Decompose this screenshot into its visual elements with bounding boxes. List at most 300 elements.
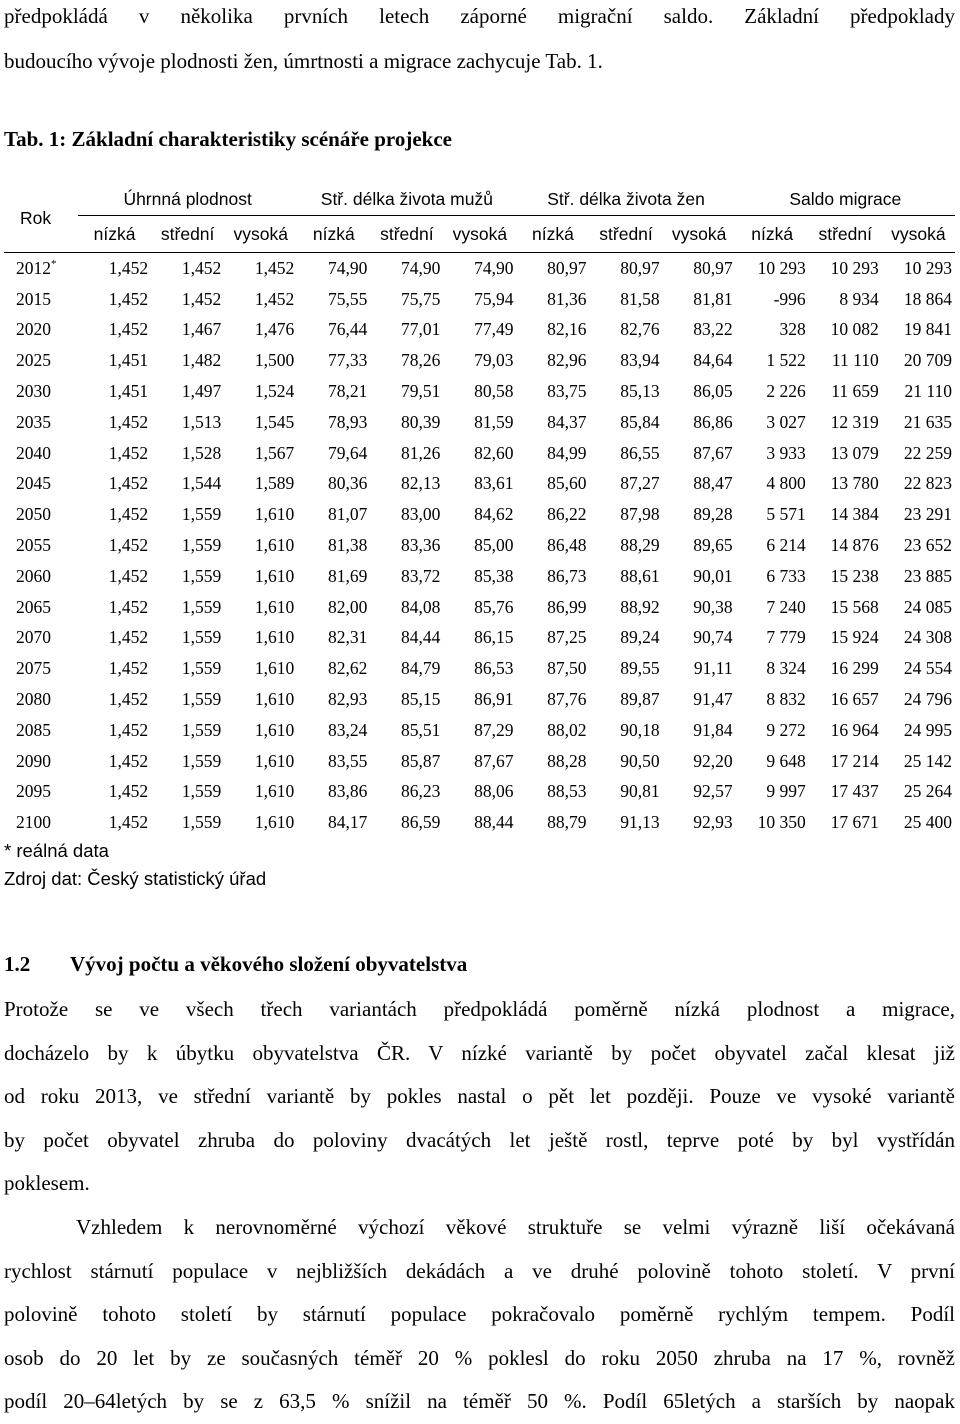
table-cell: 20 709 <box>903 350 952 371</box>
table-cell: 84,99 <box>547 442 587 463</box>
table-cell: 11 110 <box>831 350 879 371</box>
body-paragraph-2 <box>4 1206 955 1424</box>
table-cell: 89,28 <box>693 504 733 525</box>
table-cell: 86,86 <box>693 411 733 432</box>
table-cell: 79,51 <box>401 381 441 402</box>
table-cell: 1,610 <box>254 535 295 556</box>
table-cell: 85,51 <box>401 719 441 740</box>
variant-header: střední <box>370 216 443 253</box>
year-cell <box>4 469 78 500</box>
table-cell: 86,91 <box>474 689 514 710</box>
table-cell: 3 933 <box>766 442 806 463</box>
table-cell: 83,86 <box>327 781 368 802</box>
table-cell: 1,452 <box>108 319 149 340</box>
table-cell: 1,528 <box>181 442 222 463</box>
table-cell: 1,524 <box>254 381 295 402</box>
table-cell: 83,00 <box>401 504 441 525</box>
table-cell: 1,513 <box>181 411 222 432</box>
year-value: 2045 <box>16 473 51 494</box>
table-cell: 80,36 <box>327 473 368 494</box>
variant-header: střední <box>809 216 882 253</box>
table-cell: 17 437 <box>830 781 879 802</box>
table-cell: 25 264 <box>903 781 952 802</box>
table-cell: 75,94 <box>474 288 514 309</box>
year-value: 2012 <box>16 257 51 278</box>
table-cell: 1,452 <box>108 442 149 463</box>
year-cell <box>4 653 78 684</box>
table-cell: 86,48 <box>547 535 587 556</box>
table-cell: 1,610 <box>254 627 295 648</box>
table-cell: 82,96 <box>547 350 587 371</box>
table-cell: 86,23 <box>401 781 441 802</box>
table-row <box>4 345 955 376</box>
table-cell: 88,44 <box>474 812 514 833</box>
table-cell: 79,64 <box>327 442 368 463</box>
table-cell: 10 293 <box>903 257 952 278</box>
table-cell: 89,55 <box>620 658 660 679</box>
variant-header: vysoká <box>663 216 736 253</box>
body-line: podíl 20–64letých by se z 63,5 % snížil na téměř 50 %. Podíl 65letých a starších by naopak <box>4 1389 955 1413</box>
table-cell: 7 779 <box>766 627 806 648</box>
body-line: od roku 2013, ve střední variantě by pokles nastal o pět let později. Pouze ve vysoké variantě <box>4 1084 955 1108</box>
table-cell: 1,610 <box>254 596 295 617</box>
table-cell: 14 876 <box>830 535 879 556</box>
table-cell: 92,20 <box>693 750 733 771</box>
table-cell: 79,03 <box>474 350 514 371</box>
year-cell <box>4 623 78 654</box>
table-cell: 87,27 <box>620 473 660 494</box>
group-header-life-expectancy-women: Stř. délka života žen <box>516 184 735 216</box>
table-cell: 23 885 <box>903 565 952 586</box>
body-line: polovině tohoto století by stárnutí populace pokračovalo poměrně rychlým tempem. Podíl <box>4 1302 955 1326</box>
table-cell: 92,57 <box>693 781 733 802</box>
variant-header: střední <box>151 216 224 253</box>
table-cell: 80,97 <box>547 257 587 278</box>
table-cell: 15 924 <box>830 627 879 648</box>
year-value: 2065 <box>16 596 51 617</box>
table-cell: 77,33 <box>327 350 368 371</box>
table-cell: 83,22 <box>693 319 733 340</box>
variant-header: vysoká <box>224 216 297 253</box>
variant-header: nízká <box>297 216 370 253</box>
year-cell <box>4 561 78 592</box>
table-cell: 17 671 <box>830 812 879 833</box>
table-cell: 86,99 <box>547 596 587 617</box>
table-cell: 1,559 <box>181 535 222 556</box>
table-cell: 85,13 <box>620 381 660 402</box>
table-cell: 81,81 <box>693 288 733 309</box>
table-cell: 90,38 <box>693 596 733 617</box>
table-cell: 86,55 <box>620 442 660 463</box>
table-cell: 91,13 <box>620 812 660 833</box>
real-data-mark: * <box>51 258 57 271</box>
table-row <box>4 284 955 315</box>
table-cell: 17 214 <box>830 750 879 771</box>
table-cell: 25 400 <box>903 812 952 833</box>
table-cell: 1,545 <box>254 411 295 432</box>
table-row <box>4 253 955 284</box>
year-cell <box>4 345 78 376</box>
table-cell: 22 259 <box>903 442 952 463</box>
table-cell: 9 997 <box>766 781 806 802</box>
table-cell: 1,451 <box>108 350 149 371</box>
table-row <box>4 530 955 561</box>
table-cell: 86,59 <box>401 812 441 833</box>
table-cell: 88,06 <box>474 781 514 802</box>
table-cell: 92,93 <box>693 812 733 833</box>
table-cell: 1,589 <box>254 473 295 494</box>
table-cell: 1,559 <box>181 627 222 648</box>
table-cell: 81,07 <box>327 504 368 525</box>
table-cell: 80,97 <box>693 257 733 278</box>
table-cell: 82,31 <box>327 627 368 648</box>
table-cell: 91,11 <box>693 658 733 679</box>
table-cell: 1,452 <box>108 812 149 833</box>
table-cell: 10 293 <box>830 257 879 278</box>
table-row <box>4 623 955 654</box>
table-cell: 74,90 <box>474 257 514 278</box>
year-cell <box>4 284 78 315</box>
table-cell: 24 995 <box>903 719 952 740</box>
table-cell: 13 780 <box>830 473 879 494</box>
year-value: 2040 <box>16 442 51 463</box>
table-cell: 10 293 <box>757 257 806 278</box>
group-header-migration: Saldo migrace <box>736 184 955 216</box>
table-cell: 24 308 <box>903 627 952 648</box>
table-row <box>4 684 955 715</box>
table-cell: 81,38 <box>327 535 368 556</box>
table-cell: 84,37 <box>547 411 587 432</box>
table-cell: 75,75 <box>401 288 441 309</box>
table-cell: 83,36 <box>401 535 441 556</box>
table-row <box>4 469 955 500</box>
body-paragraph-1 <box>4 988 955 1206</box>
table-cell: 86,15 <box>474 627 514 648</box>
table-cell: 75,55 <box>327 288 368 309</box>
table-cell: 1,452 <box>108 658 149 679</box>
table-cell: 1,452 <box>108 288 149 309</box>
section-heading <box>4 952 467 977</box>
table-row <box>4 592 955 623</box>
table-cell: 1,476 <box>254 319 295 340</box>
table-cell: 84,79 <box>401 658 441 679</box>
table-cell: 91,84 <box>693 719 733 740</box>
variant-header: střední <box>590 216 663 253</box>
year-cell <box>4 684 78 715</box>
table-cell: 9 272 <box>766 719 806 740</box>
table-cell: 87,67 <box>474 750 514 771</box>
table-row <box>4 407 955 438</box>
table-cell: 83,72 <box>401 565 441 586</box>
table-cell: 1,452 <box>108 504 149 525</box>
year-value: 2020 <box>16 319 51 340</box>
year-cell <box>4 530 78 561</box>
table-body <box>4 253 955 839</box>
table-cell: 8 324 <box>766 658 806 679</box>
table-cell: 82,13 <box>401 473 441 494</box>
year-cell <box>4 499 78 530</box>
year-value: 2030 <box>16 381 51 402</box>
year-value: 2035 <box>16 411 51 432</box>
table-cell: 1,452 <box>108 689 149 710</box>
table-cell: 77,01 <box>401 319 441 340</box>
table-cell: 1,610 <box>254 658 295 679</box>
table-cell: 1,452 <box>108 719 149 740</box>
table-cell: 1,452 <box>254 288 295 309</box>
table-cell: 1,610 <box>254 750 295 771</box>
table-cell: 7 240 <box>766 596 806 617</box>
intro-paragraph <box>4 0 955 84</box>
table-cell: 24 796 <box>903 689 952 710</box>
year-value: 2085 <box>16 719 51 740</box>
table-cell: 21 635 <box>903 411 952 432</box>
table-cell: 18 864 <box>903 288 952 309</box>
table-row <box>4 499 955 530</box>
body-line: osob do 20 let by ze současných téměř 20 % poklesl do roku 2050 zhruba na 17 %, rovněž <box>4 1345 955 1370</box>
intro-line: předpokládá v několika prvních letech záporné migrační saldo. Základní předpoklady <box>4 4 955 28</box>
table-cell: 10 082 <box>830 319 879 340</box>
table-row <box>4 746 955 777</box>
table-cell: 22 823 <box>903 473 952 494</box>
table-cell: 84,62 <box>474 504 514 525</box>
table-cell: 1,452 <box>254 257 295 278</box>
table-cell: 81,58 <box>620 288 660 309</box>
table-cell: 24 085 <box>903 596 952 617</box>
table-cell: 6 733 <box>766 565 806 586</box>
table-cell: 82,62 <box>327 658 368 679</box>
year-value: 2075 <box>16 658 51 679</box>
body-line: Vzhledem k nerovnoměrné výchozí věkové struktuře se velmi výrazně liší očekávaná <box>76 1215 955 1239</box>
table-cell: 87,67 <box>693 442 733 463</box>
body-line: poklesem. <box>4 1171 90 1195</box>
table-cell: 1,544 <box>181 473 222 494</box>
table-cell: 1,452 <box>108 473 149 494</box>
table-cell: 89,87 <box>620 689 660 710</box>
table-cell: 85,84 <box>620 411 660 432</box>
body-line: rychlost stárnutí populace v nejbližších dekádách a ve druhé polovině tohoto století. V první <box>4 1258 955 1283</box>
table-cell: 1,610 <box>254 689 295 710</box>
table-cell: 1,452 <box>108 627 149 648</box>
table-cell: 24 554 <box>903 658 952 679</box>
table-cell: 85,00 <box>474 535 514 556</box>
table-cell: 87,50 <box>547 658 587 679</box>
year-cell <box>4 407 78 438</box>
table-cell: 82,16 <box>547 319 587 340</box>
table-cell: 90,74 <box>693 627 733 648</box>
table-cell: 88,02 <box>547 719 587 740</box>
body-line: Protože se ve všech třech variantách předpokládá poměrně nízká plodnost a migrace, <box>4 997 955 1021</box>
table-cell: 1,610 <box>254 812 295 833</box>
table-cell: 86,53 <box>474 658 514 679</box>
table-cell: 25 142 <box>903 750 952 771</box>
table-cell: 87,25 <box>547 627 587 648</box>
table-cell: 88,61 <box>620 565 660 586</box>
table-cell: 1,559 <box>181 658 222 679</box>
variant-header: vysoká <box>443 216 516 253</box>
table-cell: 90,50 <box>620 750 660 771</box>
table-cell: 90,18 <box>620 719 660 740</box>
table-cell: 82,00 <box>327 596 368 617</box>
table-cell: 80,39 <box>401 411 441 432</box>
table-cell: 86,22 <box>547 504 587 525</box>
table-cell: 91,47 <box>693 689 733 710</box>
table-cell: 1,567 <box>254 442 295 463</box>
intro-line: budoucího vývoje plodnosti žen, úmrtnosti a migrace zachycuje Tab. 1. <box>4 49 603 73</box>
year-value: 2015 <box>16 288 51 309</box>
table-cell: 83,24 <box>327 719 368 740</box>
table-cell: 77,49 <box>474 319 514 340</box>
table-cell: 2 226 <box>766 381 806 402</box>
year-cell <box>4 715 78 746</box>
table-cell: 1,559 <box>181 596 222 617</box>
table-cell: 88,47 <box>693 473 733 494</box>
table-cell: 9 648 <box>766 750 806 771</box>
projection-table <box>4 184 955 838</box>
table-cell: 1,559 <box>181 750 222 771</box>
year-cell <box>4 592 78 623</box>
table-cell: 4 800 <box>766 473 806 494</box>
table-cell: 89,24 <box>620 627 660 648</box>
year-value: 2055 <box>16 535 51 556</box>
table-cell: 15 568 <box>830 596 879 617</box>
table-cell: 1,451 <box>108 381 149 402</box>
table-cell: 83,61 <box>474 473 514 494</box>
year-cell <box>4 315 78 346</box>
table-cell: 81,36 <box>547 288 587 309</box>
year-value: 2050 <box>16 504 51 525</box>
table-cell: 11 659 <box>831 381 879 402</box>
table-cell: 16 299 <box>830 658 879 679</box>
table-cell: 82,76 <box>620 319 660 340</box>
year-cell <box>4 746 78 777</box>
table-cell: 16 657 <box>830 689 879 710</box>
year-value: 2090 <box>16 750 51 771</box>
table-cell: 78,93 <box>327 411 368 432</box>
table-row <box>4 315 955 346</box>
table-cell: 1 522 <box>766 350 806 371</box>
table-cell: 13 079 <box>830 442 879 463</box>
table-cell: 84,64 <box>693 350 733 371</box>
table-cell: 8 934 <box>839 288 879 309</box>
table-cell: -996 <box>773 288 806 309</box>
table-cell: 76,44 <box>327 319 368 340</box>
table-cell: 87,29 <box>474 719 514 740</box>
table-cell: 87,98 <box>620 504 660 525</box>
table-cell: 1,559 <box>181 689 222 710</box>
table-cell: 1,559 <box>181 504 222 525</box>
table-cell: 1,559 <box>181 812 222 833</box>
variant-header: nízká <box>736 216 809 253</box>
table-cell: 81,59 <box>474 411 514 432</box>
table-cell: 1,500 <box>254 350 295 371</box>
table-cell: 80,97 <box>620 257 660 278</box>
table-cell: 84,17 <box>327 812 368 833</box>
table-cell: 23 652 <box>903 535 952 556</box>
year-value: 2080 <box>16 689 51 710</box>
table-cell: 14 384 <box>830 504 879 525</box>
table-cell: 1,452 <box>108 781 149 802</box>
table-cell: 1,452 <box>108 535 149 556</box>
table-cell: 78,26 <box>401 350 441 371</box>
table-cell: 87,76 <box>547 689 587 710</box>
variant-header-row <box>4 216 955 253</box>
table-cell: 82,60 <box>474 442 514 463</box>
table-cell: 15 238 <box>830 565 879 586</box>
group-header-fertility: Úhrnná plodnost <box>78 184 297 216</box>
table-cell: 1,559 <box>181 781 222 802</box>
table-cell: 88,53 <box>547 781 587 802</box>
table-cell: 1,452 <box>108 750 149 771</box>
section-number: 1.2 <box>4 952 31 976</box>
year-value: 2060 <box>16 565 51 586</box>
table-cell: 1,452 <box>108 565 149 586</box>
body-line: by počet obyvatel zhruba do poloviny dvacátých let ještě rostl, teprve poté by byl vystřídán <box>4 1127 955 1152</box>
column-header-year: Rok <box>4 184 78 253</box>
variant-header: nízká <box>516 216 589 253</box>
year-cell <box>4 253 78 284</box>
year-value: 2095 <box>16 781 51 802</box>
table-cell: 1,610 <box>254 719 295 740</box>
table-cell: 88,92 <box>620 596 660 617</box>
table-cell: 83,75 <box>547 381 587 402</box>
table-cell: 1,497 <box>181 381 222 402</box>
table-cell: 88,79 <box>547 812 587 833</box>
table-cell: 84,08 <box>401 596 441 617</box>
table-row <box>4 653 955 684</box>
body-line: docházelo by k úbytku obyvatelstva ČR. V nízké variantě by počet obyvatel začal klesat již <box>4 1040 955 1065</box>
table-cell: 85,60 <box>547 473 587 494</box>
table-cell: 16 964 <box>830 719 879 740</box>
table-cell: 1,610 <box>254 504 295 525</box>
year-value: 2100 <box>16 812 51 833</box>
table-cell: 83,55 <box>327 750 368 771</box>
table-cell: 19 841 <box>903 319 952 340</box>
table-cell: 1,452 <box>108 596 149 617</box>
table-cell: 5 571 <box>766 504 806 525</box>
table-row <box>4 376 955 407</box>
table-row <box>4 715 955 746</box>
table-cell: 85,38 <box>474 565 514 586</box>
table-row <box>4 561 955 592</box>
table-cell: 88,29 <box>620 535 660 556</box>
table-cell: 85,87 <box>401 750 441 771</box>
table-cell: 78,21 <box>327 381 368 402</box>
table-cell: 81,69 <box>327 565 368 586</box>
table-cell: 88,28 <box>547 750 587 771</box>
table-cell: 1,610 <box>254 781 295 802</box>
table-cell: 1,467 <box>181 319 222 340</box>
table-cell: 85,15 <box>401 689 441 710</box>
table-cell: 86,73 <box>547 565 587 586</box>
table-cell: 1,610 <box>254 565 295 586</box>
table-caption: Tab. 1: Základní charakteristiky scénáře projekce <box>4 127 453 151</box>
table-note: * reálná data <box>4 840 109 861</box>
table-cell: 6 214 <box>766 535 806 556</box>
year-cell <box>4 438 78 469</box>
table-cell: 23 291 <box>903 504 952 525</box>
table-cell: 90,01 <box>693 565 733 586</box>
table-source: Zdroj dat: Český statistický úřad <box>4 868 267 889</box>
table-cell: 81,26 <box>401 442 441 463</box>
table-cell: 1,452 <box>181 257 222 278</box>
group-header-life-expectancy-men: Stř. délka života mužů <box>297 184 516 216</box>
table-cell: 89,65 <box>693 535 733 556</box>
variant-header: vysoká <box>882 216 955 253</box>
table-row <box>4 777 955 808</box>
table-cell: 1,452 <box>181 288 222 309</box>
table-cell: 1,482 <box>181 350 222 371</box>
table-cell: 74,90 <box>327 257 368 278</box>
